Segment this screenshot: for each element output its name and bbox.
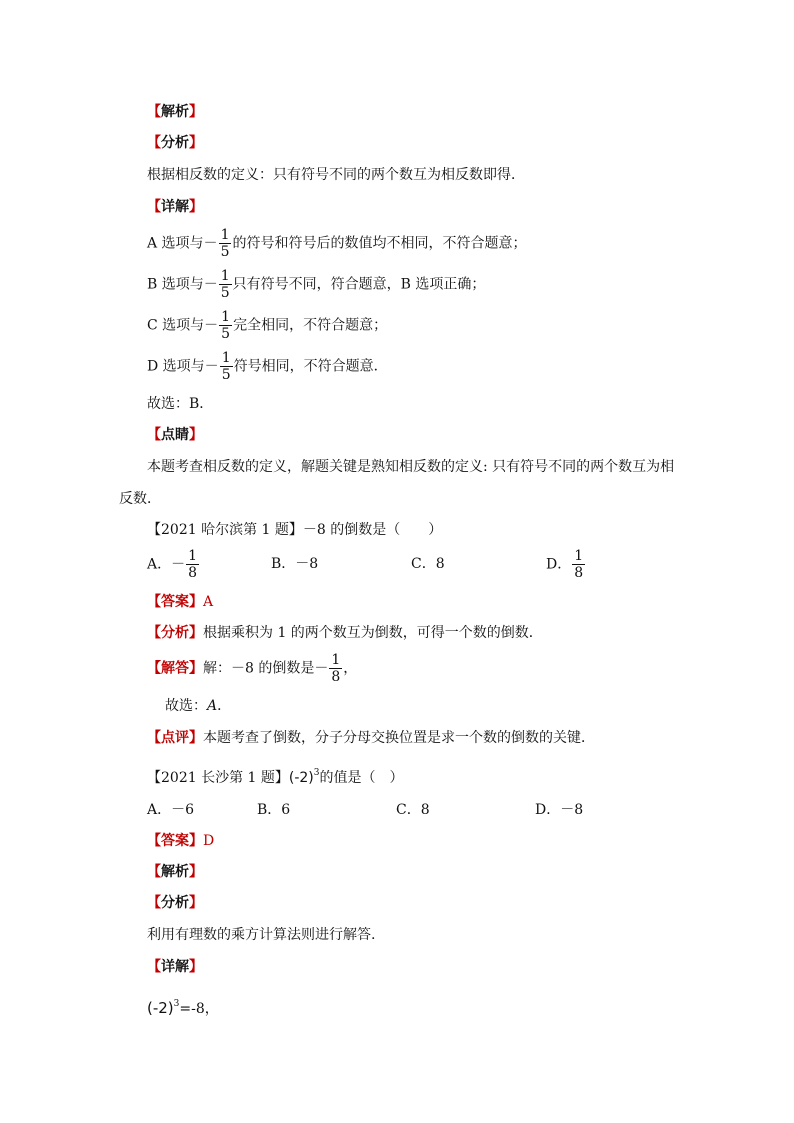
dianjing-text-2: 反数． [119, 491, 161, 507]
q2-option-a: A．－ $\frac{1}{8}$ [147, 548, 198, 581]
q2-title: 【2021 哈尔滨第 1 题】－8 的倒数是（ ） [147, 522, 443, 538]
q2-answer: 【答案】A [147, 594, 214, 610]
fraction: $\frac{1}{5}$ [221, 350, 231, 383]
q3-title: 【2021 长沙第 1 题】$(-2)^3$的值是（ ） [147, 768, 404, 786]
q2-fenxi: 【分析】根据乘积为 1 的两个数互为倒数，可得一个数的倒数． [147, 625, 543, 641]
q1-final-choice: 故选：B． [147, 396, 214, 412]
q2-option-d: D． $\frac{1}{8}$ [546, 548, 584, 581]
q3-section-tag-fenxi: 【分析】 [147, 895, 203, 911]
q3-fenxi-text: 利用有理数的乘方计算法则进行解答. [147, 927, 376, 943]
q3-section-tag-xiangjie: 【详解】 [147, 959, 203, 975]
option-a-analysis: A 选项与－ $\frac{1}{5}$ 的符号和符号后的数值均不相同，不符合题意； [147, 227, 527, 260]
dianjing-text-1: 本题考查相反数的定义，解题关键是熟知相反数的定义: 只有符号不同的两个数互为相 [147, 459, 675, 475]
fraction: $\frac{1}{8}$ [331, 652, 341, 685]
fraction: $\frac{1}{5}$ [220, 268, 230, 301]
q2-final-choice: 故选：A． [165, 698, 232, 714]
option-d-analysis: D 选项与－ $\frac{1}{5}$ 符号相同，不符合题意． [147, 350, 388, 383]
fraction: $\frac{1}{5}$ [221, 309, 231, 342]
option-c-analysis: C 选项与－ $\frac{1}{5}$ 完全相同，不符合题意； [147, 309, 388, 342]
fraction: $\frac{1}{8}$ [188, 548, 198, 581]
fraction: $\frac{1}{8}$ [574, 548, 584, 581]
section-tag-fenxi: 【分析】 [147, 135, 203, 151]
q3-option-b: B．6 [257, 802, 291, 818]
q2-dianping: 【点评】本题考查了倒数，分子分母交换位置是求一个数的倒数的关键． [147, 730, 595, 746]
q3-option-d: D．－8 [535, 802, 584, 818]
fraction: $\frac{1}{5}$ [220, 227, 230, 260]
section-tag-dianjing: 【点睛】 [147, 427, 203, 443]
q2-jieda: 【解答】解：－8 的倒数是－ $\frac{1}{8}$ ， [147, 652, 358, 685]
q3-option-a: A．－6 [147, 802, 195, 818]
section-tag-xiangjie: 【详解】 [147, 199, 203, 215]
option-b-analysis: B 选项与－ $\frac{1}{5}$ 只有符号不同，符合题意，B 选项正确； [147, 268, 486, 301]
q3-section-tag-jiexi: 【解析】 [147, 864, 203, 880]
fenxi-text: 根据相反数的定义：只有符号不同的两个数互为相反数即得． [147, 167, 525, 183]
q2-option-c: C．8 [411, 556, 445, 572]
q2-option-b: B．－8 [271, 556, 319, 572]
section-tag-jiexi: 【解析】 [147, 104, 203, 120]
q3-calculation: $(-2)^3=-8$， [147, 999, 219, 1017]
q3-answer: 【答案】D [147, 833, 215, 849]
q3-option-c: C．8 [396, 802, 430, 818]
